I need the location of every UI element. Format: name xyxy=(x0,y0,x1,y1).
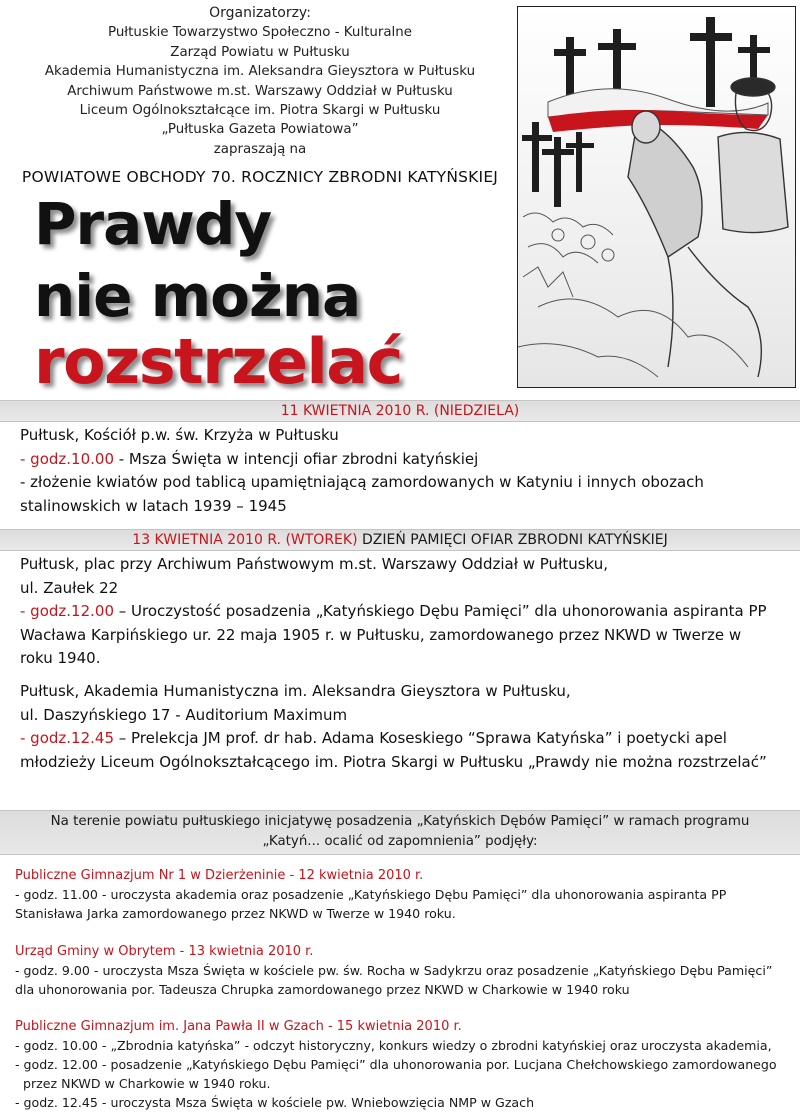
day2a-place-2: ul. Zaułek 22 xyxy=(20,578,119,597)
day2-header-date: 13 KWIETNIA 2010 R. (WTOREK) xyxy=(132,532,358,548)
day1-line-3: stalinowskich w latach 1939 – 1945 xyxy=(20,496,287,515)
school-2-line-1: - godz. 9.00 - uroczysta Msza Święta w kościele pw. św. Rocha w Sadykrzu oraz posadzenie „Katyńskiego Dębu Pamięci” xyxy=(15,963,773,978)
organizers-title: Organizatorzy: xyxy=(209,5,311,21)
school-2-head: Urząd Gminy w Obrytem - 13 kwietnia 2010 r. xyxy=(15,944,314,959)
day2a-place-1: Pułtusk, plac przy Archiwum Państwowym m.st. Warszawy Oddział w Pułtusku, xyxy=(20,555,609,573)
day2b-place-2: ul. Daszyńskiego 17 - Auditorium Maximum xyxy=(20,705,348,724)
day2b-desc-2: młodzieży Liceum Ogólnokształcącego im. Piotra Skargi w Pułtusku „Prawdy nie można rozstrzelać” xyxy=(20,752,767,771)
organizer-line: Pułtuskie Towarzystwo Społeczno - Kulturalne xyxy=(107,25,413,41)
organizer-line: Archiwum Państwowe m.st. Warszawy Oddział w Pułtusku xyxy=(67,83,453,99)
school-entry-2 xyxy=(15,942,795,999)
school-1-line-2: Stanisława Jarka zamordowanego przez NKWD w Twerze w 1940 roku. xyxy=(15,906,456,921)
note-line-1: Na terenie powiatu pułtuskiego inicjatywę posadzenia „Katyńskich Dębów Pamięci” w ramach programu xyxy=(50,814,750,829)
day2a-desc-2: Wacława Karpińskiego ur. 22 maja 1905 r. w Pułtusku, zamordowanego przez NKWD w Twerze w xyxy=(20,625,742,644)
day2b-time: - godz.12.45 xyxy=(20,729,114,747)
day1-place: Pułtusk, Kościół p.w. św. Krzyża w Pułtusku xyxy=(20,426,339,444)
day2a-desc-1: – Uroczystość posadzenia „Katyńskiego Dębu Pamięci” dla uhonorowania aspiranta PP xyxy=(113,602,767,620)
slogan-line-3: rozstrzelać xyxy=(34,325,402,398)
school-3-line-1: - godz. 10.00 - „Zbrodnia katyńska” - odczyt historyczny, konkurs wiedzy o zbrodni katyńskiej oraz uroczysta akademia, xyxy=(15,1038,772,1053)
day1-desc: - Msza Święta w intencji ofiar zbrodni katyńskiej xyxy=(113,449,479,468)
organizers-block xyxy=(0,4,520,159)
day1-line-1 xyxy=(20,448,790,472)
event-title: POWIATOWE OBCHODY 70. ROCZNICY ZBRODNI KATYŃSKIEJ xyxy=(21,168,499,186)
day2-header-bar xyxy=(0,529,800,551)
illustration-drawing xyxy=(518,7,795,387)
organizer-line: Zarząd Powiatu w Pułtusku xyxy=(170,44,350,60)
school-2-line-2: dla uhonorowania por. Tadeusza Chrupka zamordowanego przez NKWD w Charkowie w 1940 roku xyxy=(15,982,630,997)
day2b-desc-1: – Prelekcja JM prof. dr hab. Adama Koseskiego “Sprawa Katyńska” i poetycki apel xyxy=(113,729,727,747)
school-3-line-2: - godz. 12.00 - posadzenie „Katyńskiego Dębu Pamięci” dla uhonorowania por. Lucjana Chełchowskiego zamordowanego xyxy=(15,1057,777,1072)
day2-event-a xyxy=(20,553,790,671)
initiative-note-bar xyxy=(0,810,800,855)
day1-header-bar: 11 KWIETNIA 2010 R. (NIEDZIELA) xyxy=(0,400,800,422)
school-entry-3 xyxy=(15,1017,795,1112)
day2a-desc-3: roku 1940. xyxy=(20,649,101,667)
day1-line-2: - złożenie kwiatów pod tablicą upamiętniającą zamordowanych w Katyniu i innych obozach xyxy=(20,473,704,491)
school-entry-1 xyxy=(15,866,795,923)
day2b-place-1: Pułtusk, Akademia Humanistyczna im. Aleksandra Gieysztora w Pułtusku, xyxy=(20,682,571,700)
day2-header-title: DZIEŃ PAMIĘCI OFIAR ZBRODNI KATYŃSKIEJ xyxy=(357,532,668,548)
organizer-line: „Pułtuska Gazeta Powiatowa” xyxy=(161,122,359,138)
day2-event-b xyxy=(20,680,790,774)
school-3-line-3: przez NKWD w Charkowie w 1940 roku. xyxy=(15,1076,271,1091)
organizer-line: zapraszają na xyxy=(213,141,307,157)
school-1-head: Publiczne Gimnazjum Nr 1 w Dzierżeninie - 12 kwietnia 2010 r. xyxy=(15,868,424,883)
day1-block xyxy=(20,424,790,518)
day2a-line-1 xyxy=(20,600,790,624)
school-1-line-1: - godz. 11.00 - uroczysta akademia oraz posadzenie „Katyńskiego Dębu Pamięci” dla uhonorowania aspiranta PP xyxy=(15,887,727,902)
slogan-line-1: Prawdy xyxy=(34,190,272,258)
organizer-line: Liceum Ogólnokształcące im. Piotra Skargi w Pułtusku xyxy=(79,103,441,119)
day1-time: - godz.10.00 xyxy=(20,449,114,468)
organizer-line: Akademia Humanistyczna im. Aleksandra Gieysztora w Pułtusku xyxy=(44,64,476,80)
day2a-time: - godz.12.00 xyxy=(20,602,114,620)
school-3-head: Publiczne Gimnazjum im. Jana Pawła II w Gzach - 15 kwietnia 2010 r. xyxy=(15,1019,462,1034)
note-line-2: „Katyń... ocalić od zapomnienia” podjęły: xyxy=(262,834,538,849)
slogan-line-2: nie można xyxy=(34,262,361,330)
school-3-line-4: - godz. 12.45 - uroczysta Msza Święta w kościele pw. Wniebowzięcia NMP w Gzach xyxy=(15,1095,535,1110)
day2b-line-1 xyxy=(20,727,790,751)
katyn-illustration xyxy=(517,6,796,388)
